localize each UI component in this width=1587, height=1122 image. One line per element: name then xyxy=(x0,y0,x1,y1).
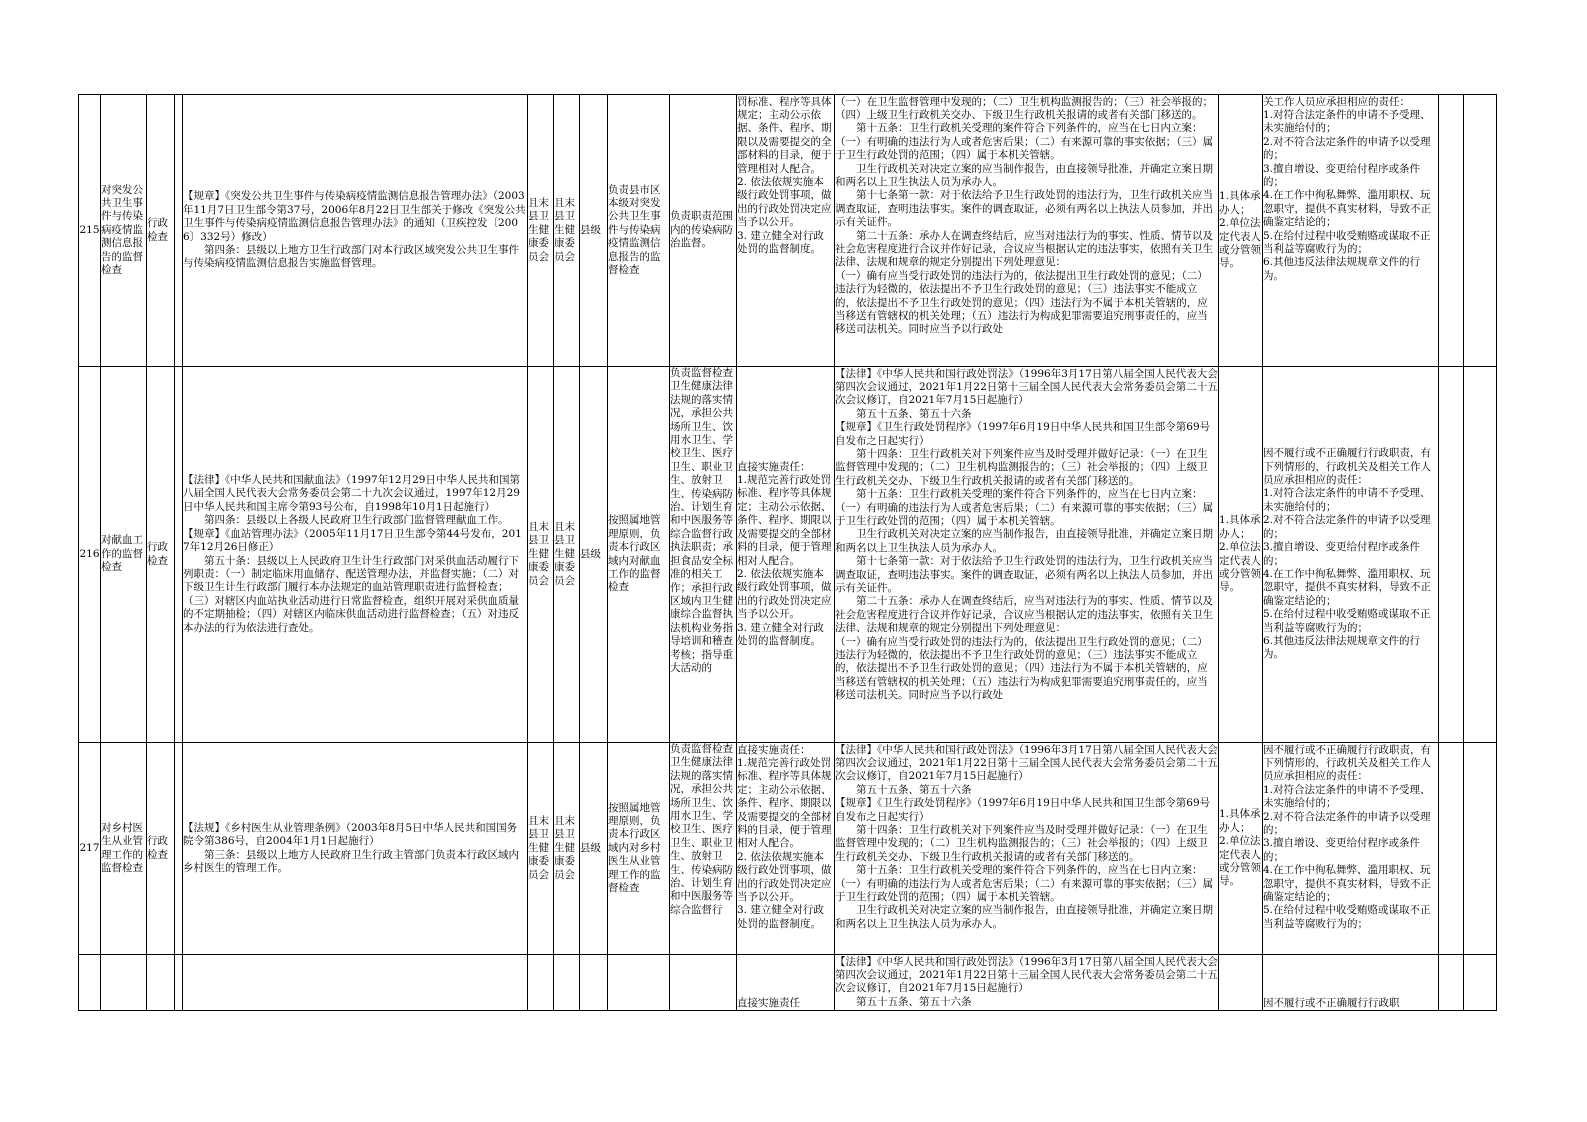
exercise-level: 县级 xyxy=(580,841,601,854)
accountability: 因不履行或不正确履行行政职责，有下列情形的，行政机关及相关工作人员应承担相应的责任： 1.对符合法定条件的申请不予受理、未实施给付的； 2.对不符合法定条件的申请予以受理的； 3.擅自增设、变更给付程序或条件的； 4.在工作中徇私舞弊、滥用职权、玩忽职守，提供不真实材料，导致不正确鉴定结论的； 5.在给付过程中收受贿赂或谋取不正当利益等腐败行为的； 6.其他违反法律法规规章文件的行为。 xyxy=(1263,447,1431,661)
accountability: 关工作人员应承担相应的责任： 1.对符合法定条件的申请不予受理、未实施给付的； 2.对不符合法定条件的申请予以受理的； 3.擅自增设、变更给付程序或条件的； 4.在工作中徇私舞弊、滥用职权、玩忽职守，提供不真实材料，导致不正确鉴定结论的； 5.在给付过程中收受贿赂或谋取不正当利益等腐败行为的； 6.其他违反法律法规规章文件的行为。 xyxy=(1263,95,1431,282)
duty-law-basis: 【法律】《中华人民共和国行政处罚法》（1996年3月17日第八届全国人民代表大会第四次会议通过，2021年1月22日第十三届全国人民代表大会常务委员会第二十五次会议修订，自2021年7月15日起施行） 第五十五条、第五十六条 【规章】《卫生行政处罚程序》（1997年6月19日中华人民共和国卫生部令第69号 自发布之日起实行） 第十四条：卫生行政机关对下列案件应当及时受理并做好记录：（一）在卫生监督管理中发现的；（二）卫生机构监测报告的；（三）社会举报的；（四）上级卫生行政机关交办、下级卫生行政机关报请的或者有关部门移送的。 第十五条：卫生行政机关受理的案件符合下列条件的，应当在七日内立案：（一）有明确的违法行为人或者危害后果；（二）有来源可靠的事实依据；（三）属于卫生行政处罚的范围；（四）属于本机关管辖。 卫生行政机关对决定立案的应当制作报告，由直接领导批准，并确定立案日期和两名以上卫生执法人员为承办人。 第十七条第一款：对于依法给予卫生行政处罚的违法行为，卫生行政机关应当调查取证，查明违法事实。案件的调查取证，必须有两名以上执法人员参加，并出示有关证件。 第二十五条：承办人在调查终结后，应当对违法行为的事实、性质、情节以及社会危害程度进行合议并作好记录，合议应当根据认定的违法事实，依照有关卫生法律、法规和规章的规定分别提出下列处理意见： （一）确有应当受行政处罚的违法行为的，依法提出卫生行政处罚的意见；（二）违法行为轻微的，依法提出不予卫生行政处罚的意见；（三）违法事实不能成立的，依法提出不予卫生行政处罚的意见；（四）违法行为不属于本机关管辖的，应当移送有管辖权的机关处理；（五）违法行为构成犯罪需要追究刑事责任的，应当移送司法机关。同时应当予以行政处 xyxy=(835,367,1218,702)
implementing-dept: 且末县卫生健康委员会 xyxy=(528,196,549,263)
table-row xyxy=(79,955,1497,1011)
responsible-person: 1.具体承办人； 2.单位法定代表人或分管领导。 xyxy=(1219,190,1261,270)
legal-basis: 【法规】《乡村医生从业管理条例》（2003年8月5日中华人民共和国国务院令第386号，自2004年1月1日起施行） 第三条：县级以上地方人民政府卫生行政主管部门负责本行政区域内乡村医生的管理工作。 xyxy=(183,821,519,874)
responsible-person: 1.具体承办人； 2.单位法定代表人或分管领导。 xyxy=(1219,514,1261,594)
implementation-duty: 直接实施责任： 1.规范完善行政处罚标准、程序等具体规定；主动公示依据、条件、程序、期限以及需要提交的全部材料的目录，便于管理相对人配合。 2. 依法依规实施本级行政处罚事项，做出的行政处罚决定应当予以公开。 3. 建立健全对行政处罚的监督制度。 xyxy=(737,743,832,930)
blank-cell xyxy=(175,955,183,1011)
exercise-level: 县级 xyxy=(580,223,601,236)
responsible-dept xyxy=(554,955,580,1011)
responsibility-scope: 按照属地管理原则，负责本行政区域内对献血工作的监督检查 xyxy=(608,514,661,594)
responsibility-scope: 按照属地管理原则，负责本行政区域内对乡村医生从业管理工作的监督检查 xyxy=(608,801,661,895)
accountability: 因不履行或不正确履行行政职责，有下列情形的，行政机关及相关工作人员应承担相应的责任： 1.对符合法定条件的申请不予受理、未实施给付的； 2.对不符合法定条件的申请予以受理的； 3.擅自增设、变更给付程序或条件的； 4.在工作中徇私舞弊、滥用职权、玩忽职守，提供不真实材料，导致不正确鉴定结论的； 5.在给付过程中收受贿赂或谋取不正当利益等腐败行为的； xyxy=(1263,743,1431,930)
exercise-level xyxy=(580,955,608,1011)
power-list-table xyxy=(78,94,1497,1011)
row-number: 216 xyxy=(79,367,101,743)
responsible-dept: 且末县卫生健康委员会 xyxy=(554,196,575,263)
responsible-dept: 且末县卫生健康委员会 xyxy=(554,814,575,881)
legal-basis xyxy=(183,955,528,1011)
item-type: 行政检查 xyxy=(147,541,168,567)
note-cell xyxy=(1464,95,1497,367)
implementing-dept: 且末县卫生健康委员会 xyxy=(528,814,549,881)
accountability: 因不履行或不正确履行行政职 xyxy=(1263,996,1400,1009)
duty-law-basis: 【法律】《中华人民共和国行政处罚法》（1996年3月17日第八届全国人民代表大会第四次会议通过，2021年1月22日第十三届全国人民代表大会常务委员会第二十五次会议修订，自2021年7月15日起施行） 第五十五条、第五十六条 xyxy=(835,955,1218,1008)
table-row xyxy=(79,743,1497,955)
responsible-dept: 且末县卫生健康委员会 xyxy=(554,520,575,587)
legal-basis: 【规章】《突发公共卫生事件与传染病疫情监测信息报告管理办法》（2003年11月7日卫生部令第37号，2006年8月22日卫生部关于修改《突发公共卫生事件与传染病疫情监测信息报告管理办法》的通知（卫疾控发〔2006〕332号）修改） 第四条：县级以上地方卫生行政部门对本行政区域突发公共卫生事件与传染病疫情监测信息报告实施监督管理。 xyxy=(183,190,526,270)
item-name: 对乡村医生从业管理工作的监督检查 xyxy=(101,821,143,874)
table-row xyxy=(79,95,1497,367)
blank-cell xyxy=(1439,955,1464,1011)
duty-content: 负责职责范围内的传染病防治监督。 xyxy=(670,210,733,250)
responsibility-scope xyxy=(608,955,670,1011)
blank-cell xyxy=(1439,367,1464,743)
implementation-duty: 直接实施责任： 1.规范完善行政处罚标准、程序等具体规定；主动公示依据、条件、程序、期限以及需要提交的全部材料的目录，便于管理相对人配合。 2. 依法依规实施本级行政处罚事项，做出的行政处罚决定应当予以公开。 3. 建立健全对行政处罚的监督制度。 xyxy=(737,460,832,647)
table-row xyxy=(79,367,1497,743)
responsible-person: 1.具体承办人； 2.单位法定代表人或分管领导。 xyxy=(1219,808,1261,888)
row-number: 217 xyxy=(79,743,101,955)
exercise-level: 县级 xyxy=(580,547,601,560)
duty-law-basis: （一）在卫生监督管理中发现的；（二）卫生机构监测报告的；（三）社会举报的；（四）上级卫生行政机关交办、下级卫生行政机关报请的或者有关部门移送的。 第十五条：卫生行政机关受理的案件符合下列条件的，应当在七日内立案：（一）有明确的违法行为人或者危害后果；（二）有来源可靠的事实依据；（三）属于卫生行政处罚的范围；（四）属于本机关管辖。 卫生行政机关对决定立案的应当制作报告，由直接领导批准，并确定立案日期和两名以上卫生执法人员为承办人。 第十七条第一款：对于依法给予卫生行政处罚的违法行为，卫生行政机关应当调查取证，查明违法事实。案件的调查取证，必须有两名以上执法人员参加，并出示有关证件。 第二十五条：承办人在调查终结后，应当对违法行为的事实、性质、情节以及社会危害程度进行合议并作好记录，合议应当根据认定的违法事实，依照有关卫生法律、法规和规章的规定分别提出下列处理意见： （一）确有应当受行政处罚的违法行为的，依法提出卫生行政处罚的意见；（二）违法行为轻微的，依法提出不予卫生行政处罚的意见；（三）违法事实不能成立的，依法提出不予卫生行政处罚的意见；（四）违法行为不属于本机关管辖的，应当移送有管辖权的机关处理；（五）违法行为构成犯罪需要追究刑事责任的，应当移送司法机关。同时应当予以行政处 xyxy=(835,95,1213,336)
blank-cell xyxy=(175,743,183,955)
implementation-duty: 罚标准、程序等具体规定；主动公示依据、条件、程序、期限以及需要提交的全部材料的目录，便于管理相对人配合。 2. 依法依规实施本级行政处罚事项，做出的行政处罚决定应当予以公开。 3. 建立健全对行政处罚的监督制度。 xyxy=(737,95,832,255)
note-cell xyxy=(1464,367,1497,743)
implementing-dept: 且末县卫生健康委员会 xyxy=(528,520,549,587)
duty-content xyxy=(670,955,737,1011)
blank-cell xyxy=(1439,743,1464,955)
legal-basis: 【法律】《中华人民共和国献血法》（1997年12月29日中华人民共和国第八届全国人民代表大会常务委员会第二十九次会议通过，1997年12月29日中华人民共和国主席令第93号公布，自1998年10月1日起施行） 第四条：县级以上各级人民政府卫生行政部门监督管理献血工作。 【规章】《血站管理办法》（2005年11月17日卫生部令第44号发布，2017年12月26日修正） 第五十条：县级以上人民政府卫生计生行政部门对采供血活动履行下列职责：（一）制定临床用血储存、配送管理办法，并监督实施；（二）对下级卫生计生行政部门履行本办法规定的血站管理职责进行监督检查；（三）对辖区内血站执业活动进行日常监督检查，组织开展对采供血质量的不定期抽检；（四）对辖区内临床供血活动进行监督检查；（五）对违反本办法的行为依法进行查处。 xyxy=(183,474,522,634)
item-type: 行政检查 xyxy=(147,835,168,861)
responsible-person xyxy=(1219,955,1263,1011)
blank-cell xyxy=(1439,95,1464,367)
row-number: 215 xyxy=(79,95,101,367)
item-name: 对献血工作的监督检查 xyxy=(101,534,143,574)
duty-content: 负责监督检查卫生健康法律法规的落实情况，承担公共场所卫生、饮用水卫生、学校卫生、医疗卫生、职业卫生、放射卫生、传染病防治、计划生育和中医服务等综合监督行政执法职责；承担食品安全标准的相关工作；承担行政区域内卫生健康综合监督执法机构业务指导培训和稽查考核；指导重大活动的 xyxy=(670,367,733,674)
item-type xyxy=(147,955,175,1011)
blank-cell xyxy=(175,95,183,367)
implementing-dept xyxy=(528,955,554,1011)
implementation-duty: 直接实施责任 xyxy=(737,996,800,1009)
responsibility-scope: 负责县市区本级对突发公共卫生事件与传染病疫情监测信息报告的监督检查 xyxy=(608,183,661,277)
duty-content: 负责监督检查卫生健康法律法规的落实情况，承担公共场所卫生、饮用水卫生、学校卫生、医疗卫生、职业卫生、放射卫生、传染病防治、计划生育和中医服务等综合监督行 xyxy=(670,743,733,916)
note-cell xyxy=(1464,955,1497,1011)
item-name xyxy=(101,955,147,1011)
note-cell xyxy=(1464,743,1497,955)
row-number xyxy=(79,955,101,1011)
item-name: 对突发公共卫生事件与传染病疫情监测信息报告的监督检查 xyxy=(101,183,143,277)
item-type: 行政检查 xyxy=(147,217,168,243)
duty-law-basis: 【法律】《中华人民共和国行政处罚法》（1996年3月17日第八届全国人民代表大会第四次会议通过，2021年1月22日第十三届全国人民代表大会常务委员会第二十五次会议修订，自2021年7月15日起施行） 第五十五条、第五十六条 【规章】《卫生行政处罚程序》（1997年6月19日中华人民共和国卫生部令第69号 自发布之日起实行） 第十四条：卫生行政机关对下列案件应当及时受理并做好记录：（一）在卫生监督管理中发现的；（二）卫生机构监测报告的；（三）社会举报的；（四）上级卫生行政机关交办、下级卫生行政机关报请的或者有关部门移送的。 第十五条：卫生行政机关受理的案件符合下列条件的，应当在七日内立案：（一）有明确的违法行为人或者危害后果；（二）有来源可靠的事实依据；（三）属于卫生行政处罚的范围；（四）属于本机关管辖。 卫生行政机关对决定立案的应当制作报告，由直接领导批准，并确定立案日期和两名以上卫生执法人员为承办人。 xyxy=(835,743,1218,930)
blank-cell xyxy=(175,367,183,743)
